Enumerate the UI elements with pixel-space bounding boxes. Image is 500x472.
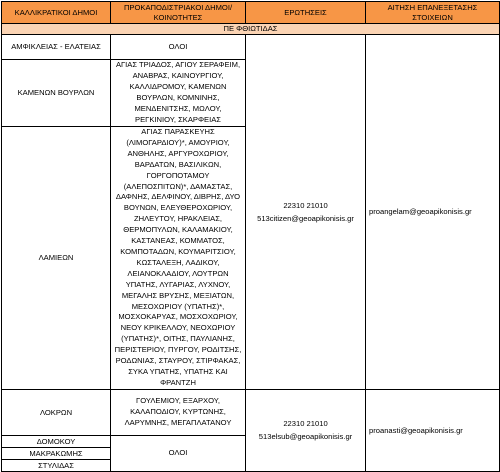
table-row — [2, 389, 500, 435]
questions-cell — [246, 389, 366, 471]
municipality-cell: ΜΑΚΡΑΚΩΜΗΣ — [2, 447, 111, 459]
questions-email[interactable]: 513elsub@geoapikonisis.gr — [258, 432, 353, 442]
municipality-cell: ΚΑΜΕΝΩΝ ΒΟΥΡΛΩΝ — [2, 60, 111, 127]
municipality-cell: ΑΜΦΙΚΛΕΙΑΣ - ΕΛΑΤΕΙΑΣ — [2, 35, 111, 60]
header-row — [2, 2, 500, 24]
municipality-cell: ΣΤΥΛΙΔΑΣ — [2, 459, 111, 471]
review-email-cell[interactable]: proangelam@geoapikonisis.gr — [366, 35, 500, 390]
communities-cell: ΟΛΟΙ — [111, 35, 246, 60]
region-row — [2, 24, 500, 35]
questions-email[interactable]: 513citizen@geoapikonisis.gr — [257, 213, 354, 223]
header-communities: ΠΡΟΚΑΠΟΔΙΣΤΡΙΑΚΟΙ ΔΗΜΟΙ/ΚΟΙΝΟΤΗΤΕΣ — [111, 2, 246, 24]
header-municipalities: ΚΑΛΛΙΚΡΑΤΙΚΟΙ ΔΗΜΟΙ — [2, 2, 111, 24]
municipality-cell: ΔΟΜΟΚΟΥ — [2, 435, 111, 447]
questions-phone: 22310 21010 — [283, 419, 328, 429]
questions-phone: 22310 21010 — [283, 200, 328, 210]
municipality-cell: ΛΑΜΙΕΩΝ — [2, 127, 111, 390]
communities-cell: ΟΛΟΙ — [111, 435, 246, 471]
communities-cell: ΑΓΙΑΣ ΠΑΡΑΣΚΕΥΗΣ (ΛΙΜΟΓΑΡΔΙΟΥ)*, ΑΜΟΥΡΙΟΥ, ΑΝΘΗΛΗΣ, ΑΡΓΥΡΟΧΩΡΙΟΥ, ΒΑΡΔΑΤΩΝ, ΒΑΣΙΛΙΚΩΝ, ΓΟΡΓΟΠΟΤΑΜΟΥ (ΑΛΕΠΟΣΠΙΤΩΝ)*, ΔΑΜΑΣΤΑΣ, ΔΑΦΝΗΣ, ΔΕΛΦΙΝΟΥ, ΔΙΒΡΗΣ, ΔΥΟ ΒΟΥΝΩΝ, ΕΛΕΥΘΕΡΟΧΩΡΙΟΥ, ΖΗΛΕΥΤΟΥ, ΗΡΑΚΛΕΙΑΣ, ΘΕΡΜΟΠΥΛΩΝ, ΚΑΛΑΜΑΚΙΟΥ, ΚΑΣΤΑΝΕΑΣ, ΚΟΜΜΑΤΟΣ, ΚΟΜΠΟΤΑΔΩΝ, ΚΟΥΜΑΡΙΤΣΙΟΥ, ΚΩΣΤΑΛΕΞΗ, ΛΑΔΙΚΟΥ, ΛΕΙΑΝΟΚΛΑΔΙΟΥ, ΛΟΥΤΡΩΝ ΥΠΑΤΗΣ, ΛΥΓΑΡΙΑΣ, ΛΥΧΝΟΥ, ΜΕΓΑΛΗΣ ΒΡΥΣΗΣ, ΜΕΞΙΑΤΩΝ, ΜΕΣΟΧΩΡΙΟΥ (ΥΠΑΤΗΣ)*, ΜΟΣΧΟΚΑΡΥΑΣ, ΜΟΣΧΟΧΩΡΙΟΥ, ΝΕΟΥ ΚΡΙΚΕΛΛΟΥ, ΝΕΟΧΩΡΙΟΥ (ΥΠΑΤΗΣ)*, ΟΙΤΗΣ, ΠΑΥΛΙΑΝΗΣ, ΠΕΡΙΣΤΕΡΙΟΥ, ΠΥΡΓΟΥ, ΡΟΔΙΤΣΗΣ, ΡΟΔΩΝΙΑΣ, ΣΤΑΥΡΟΥ, ΣΤΙΡΦΑΚΑΣ, ΣΥΚΑ ΥΠΑΤΗΣ, ΥΠΑΤΗΣ ΚΑΙ ΦΡΑΝΤΖΗ — [111, 127, 246, 390]
table-row — [2, 35, 500, 60]
region-title: ΠΕ ΦΘΙΩΤΙΔΑΣ — [2, 24, 500, 35]
communities-cell: ΑΓΙΑΣ ΤΡΙΑΔΟΣ, ΑΓΙΟΥ ΣΕΡΑΦΕΙΜ, ΑΝΑΒΡΑΣ, ΚΑΙΝΟΥΡΓΙΟΥ, ΚΑΛΛΙΔΡΟΜΟΥ, ΚΑΜΕΝΩΝ ΒΟΥΡΛΩΝ, ΚΟΜΝΙΝΗΣ, ΜΕΝΔΕΝΙΤΣΗΣ, ΜΩΛΟΥ, ΡΕΓΚΙΝΙΟΥ, ΣΚΑΡΦΕΙΑΣ — [111, 60, 246, 127]
header-review-request: ΑΙΤΗΣΗ ΕΠΑΝΕΞΕΤΑΣΗΣ ΣΤΟΙΧΕΙΩΝ — [366, 2, 500, 24]
communities-cell: ΓΟΥΛΕΜΙΟΥ, ΕΞΑΡΧΟΥ, ΚΑΛΑΠΟΔΙΟΥ, ΚΥΡΤΩΝΗΣ, ΛΑΡΥΜΝΗΣ, ΜΕΓΑΠΛΑΤΑΝΟΥ — [111, 389, 246, 435]
municipality-cell: ΛΟΚΡΩΝ — [2, 389, 111, 435]
review-email-cell[interactable]: proanasti@geoapikonisis.gr — [366, 389, 500, 471]
questions-cell — [246, 35, 366, 390]
municipalities-table — [1, 1, 500, 472]
header-questions: ΕΡΩΤΗΣΕΙΣ — [246, 2, 366, 24]
